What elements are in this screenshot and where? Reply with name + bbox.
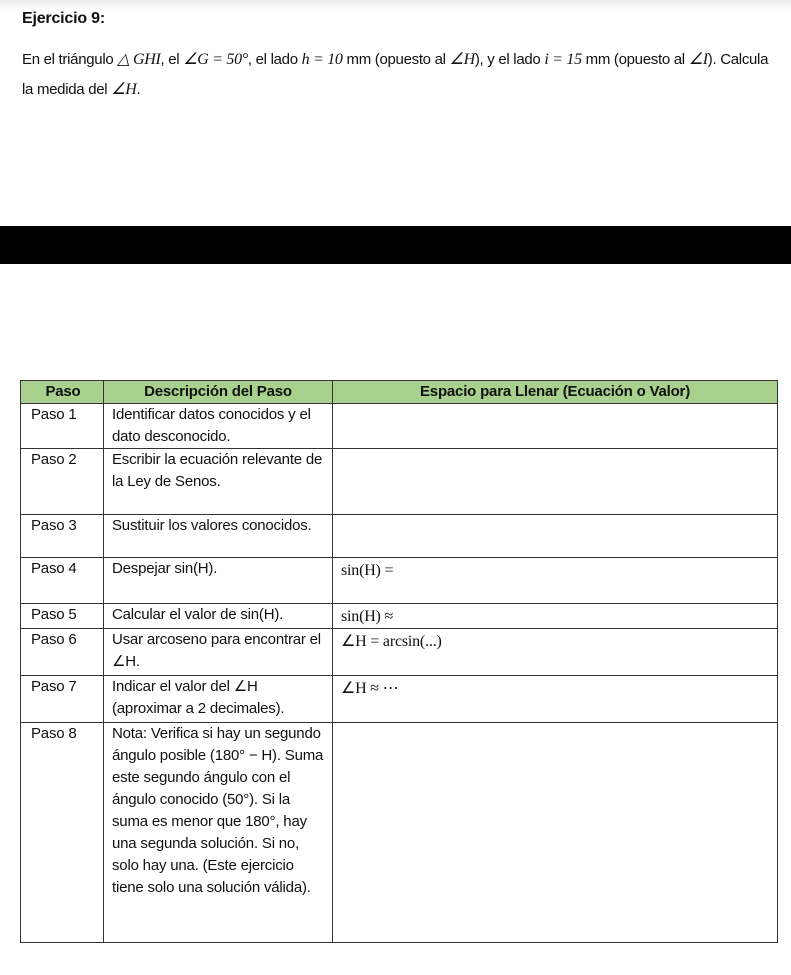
step-cell: Paso 1	[21, 404, 104, 449]
fill-cell[interactable]	[333, 723, 778, 943]
fill-cell[interactable]: ∠H ≈ ⋯	[333, 676, 778, 723]
table-row	[21, 404, 778, 449]
steps-table	[20, 380, 778, 943]
table-row	[21, 515, 778, 558]
table-row	[21, 449, 778, 515]
exercise-title: Ejercicio 9:	[22, 10, 105, 27]
table-row	[21, 723, 778, 943]
table-row	[21, 676, 778, 723]
header-step: Paso	[21, 381, 104, 404]
description-cell: Usar arcoseno para encontrar el ∠H.	[104, 629, 333, 676]
fill-cell[interactable]: ∠H = arcsin(...)	[333, 629, 778, 676]
fill-cell[interactable]	[333, 404, 778, 449]
table-row	[21, 629, 778, 676]
fill-cell[interactable]: sin(H) ≈	[333, 604, 778, 629]
fill-cell[interactable]: sin(H) =	[333, 558, 778, 604]
redaction-bar	[0, 226, 791, 264]
description-cell: Sustituir los valores conocidos.	[104, 515, 333, 558]
top-shadow	[0, 0, 791, 10]
table-row	[21, 604, 778, 629]
description-cell: Identificar datos conocidos y el dato desconocido.	[104, 404, 333, 449]
description-cell: Nota: Verifica si hay un segundo ángulo posible (180° − H). Suma este segundo ángulo con el ángulo conocido (50°). Si la suma es menor que 180°, hay una segunda solución. Si no, solo hay una. (Este ejercicio tiene solo una solución válida).	[104, 723, 333, 943]
description-cell: Escribir la ecuación relevante de la Ley de Senos.	[104, 449, 333, 515]
header-description: Descripción del Paso	[104, 381, 333, 404]
step-cell: Paso 5	[21, 604, 104, 629]
description-cell: Despejar sin(H).	[104, 558, 333, 604]
step-cell: Paso 8	[21, 723, 104, 943]
step-cell: Paso 6	[21, 629, 104, 676]
description-cell: Indicar el valor del ∠H (aproximar a 2 decimales).	[104, 676, 333, 723]
problem-statement: En el triángulo △ GHI, el ∠G = 50°, el lado h = 10 mm (opuesto al ∠H), y el lado i = 15 mm (opuesto al ∠I). Calcula la medida del ∠H.	[22, 51, 769, 98]
step-cell: Paso 7	[21, 676, 104, 723]
step-cell: Paso 2	[21, 449, 104, 515]
step-cell: Paso 3	[21, 515, 104, 558]
fill-cell[interactable]	[333, 515, 778, 558]
description-cell: Calcular el valor de sin(H).	[104, 604, 333, 629]
fill-cell[interactable]	[333, 449, 778, 515]
step-cell: Paso 4	[21, 558, 104, 604]
header-fill: Espacio para Llenar (Ecuación o Valor)	[333, 381, 778, 404]
table-row	[21, 558, 778, 604]
